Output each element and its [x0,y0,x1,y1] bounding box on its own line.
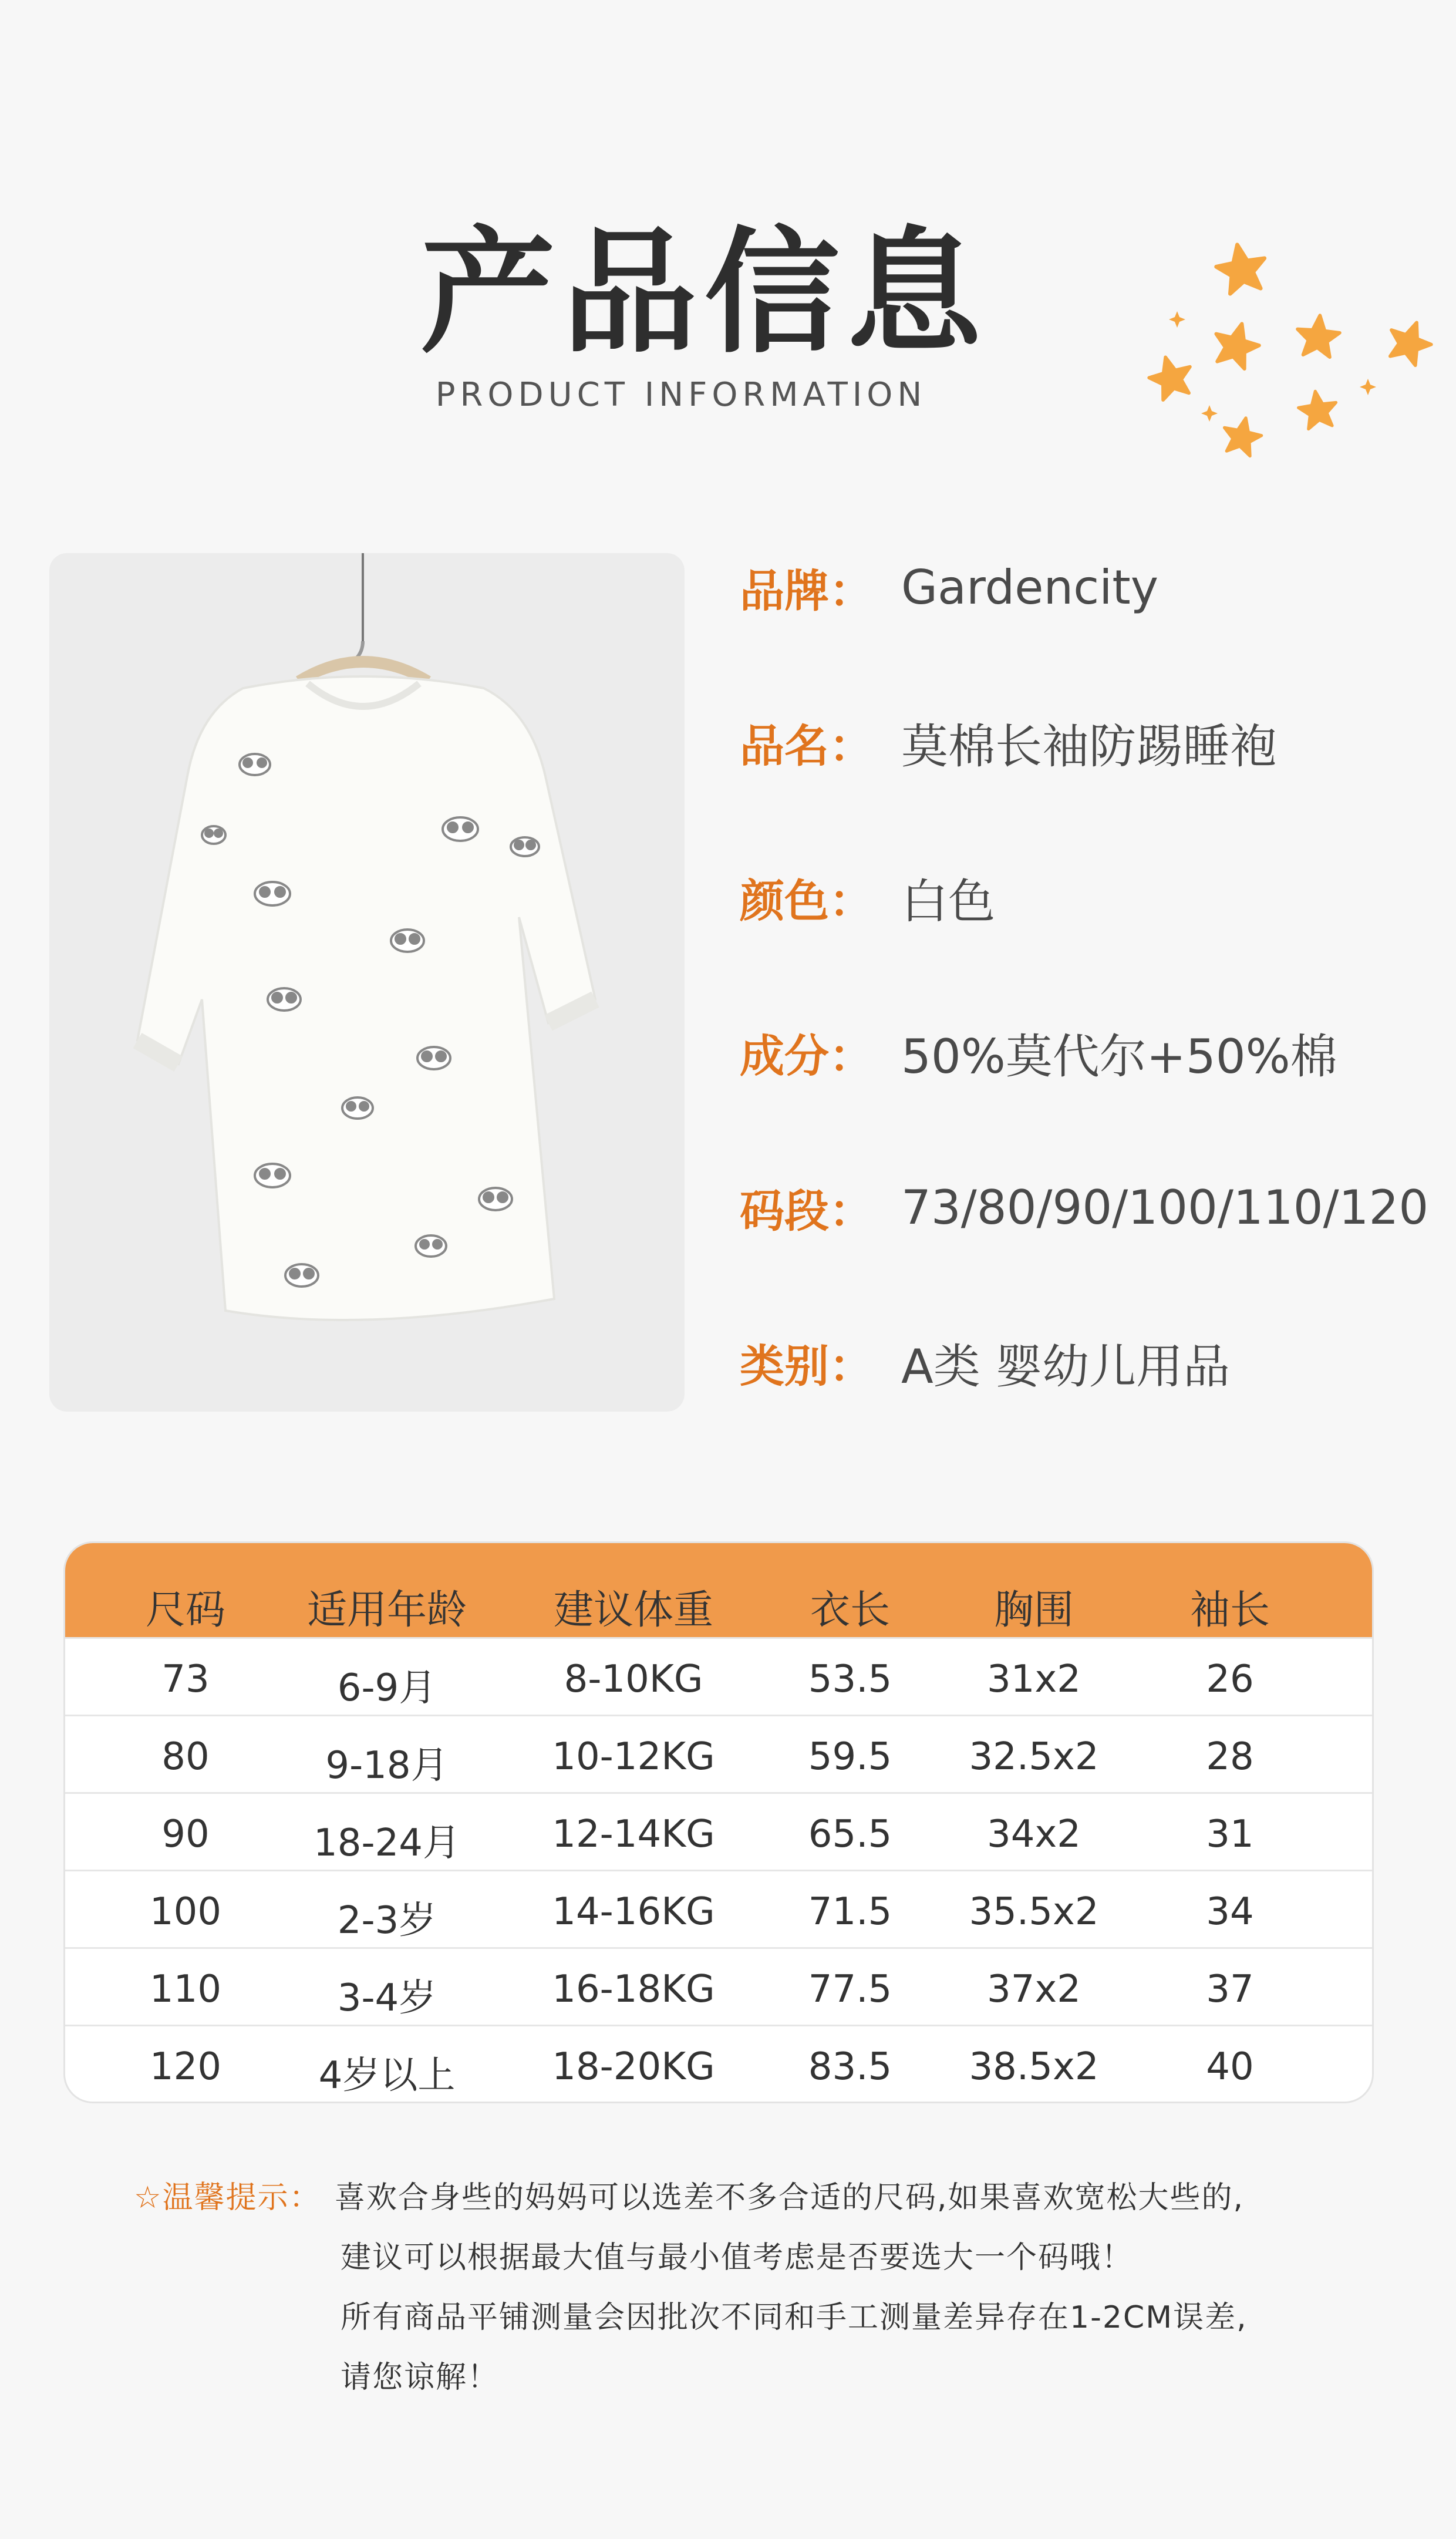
info-value: Gardencity [901,560,1159,615]
info-value: A类 婴幼儿用品 [901,1339,1231,1394]
info-row-brand [740,552,1158,622]
table-row [65,1715,1372,1793]
table-row [65,2025,1372,2103]
table-row [65,1792,1372,1870]
info-label: 类别： [740,1339,874,1392]
table-cell: 73 [161,1658,210,1701]
sleep-gown-icon [49,553,685,1412]
table-cell: 110 [149,1968,222,2011]
table-cell: 65.5 [808,1813,892,1856]
table-row [65,1947,1372,2025]
table-cell: 40 [1206,2045,1254,2089]
info-value: 莫棉长袖防踢睡袍 [901,719,1277,774]
stars-decoration-icon [1115,235,1444,481]
table-cell: 9-18月 [325,1744,449,1787]
column-header: 衣长 [810,1587,891,1634]
size-table [63,1541,1374,2103]
table-cell: 71.5 [808,1890,892,1934]
table-cell: 16-18KG [552,1968,715,2011]
info-label: 码段： [740,1184,874,1237]
info-row-color [740,862,995,932]
page-subtitle: PRODUCT INFORMATION [435,376,927,414]
table-cell: 6-9月 [337,1666,437,1710]
table-cell: 83.5 [808,2045,892,2089]
table-cell: 10-12KG [552,1735,715,1779]
info-row-name [740,707,1277,777]
table-cell: 32.5x2 [969,1735,1099,1779]
table-cell: 100 [149,1890,222,1934]
page-title: 产品信息 [420,215,989,372]
table-cell: 38.5x2 [969,2045,1099,2089]
table-cell: 120 [149,2045,222,2089]
tip-line: 所有商品平铺测量会因批次不同和手工测量差异存在1-2CM误差, [341,2300,1248,2335]
table-cell: 2-3岁 [337,1899,437,1942]
table-cell: 59.5 [808,1735,892,1779]
column-header: 尺码 [145,1587,226,1634]
table-cell: 8-10KG [564,1658,703,1701]
table-row [65,1870,1372,1948]
column-header: 袖长 [1189,1587,1270,1634]
table-cell: 37x2 [986,1968,1081,2011]
tip-line: 请您谅解！ [341,2360,500,2395]
table-cell: 90 [161,1813,210,1856]
table-cell: 34 [1206,1890,1254,1934]
table-cell: 77.5 [808,1968,892,2011]
table-cell: 12-14KG [552,1813,715,1856]
table-header [65,1543,1372,1637]
table-cell: 3-4岁 [337,1976,437,2020]
table-cell: 31 [1206,1813,1254,1856]
info-label: 颜色： [740,874,874,927]
product-photo [49,553,685,1412]
tip-line: 喜欢合身些的妈妈可以选差不多合适的尺码,如果喜欢宽松大些的, [335,2180,1245,2215]
table-cell: 14-16KG [552,1890,715,1934]
table-cell: 80 [161,1735,210,1779]
tip-line: 建议可以根据最大值与最小值考虑是否要选大一个码哦！ [341,2240,1134,2275]
info-value: 50%莫代尔+50%棉 [901,1029,1337,1084]
info-value: 白色 [901,874,995,929]
table-cell: 34x2 [986,1813,1081,1856]
table-cell: 31x2 [986,1658,1081,1701]
column-header: 建议体重 [553,1587,714,1634]
info-row-material [740,1017,1337,1087]
table-cell: 4岁以上 [318,2054,456,2097]
table-cell: 26 [1206,1658,1254,1701]
table-cell: 35.5x2 [969,1890,1099,1934]
tips-label: ☆温馨提示： [134,2180,321,2215]
info-label: 成分： [740,1029,874,1082]
info-row-sizes [740,1172,1428,1242]
table-cell: 53.5 [808,1658,892,1701]
info-value: 73/80/90/100/110/120 [901,1180,1429,1235]
column-header: 胸围 [993,1587,1074,1634]
info-label: 品名： [740,719,874,772]
table-row [65,1637,1372,1715]
table-cell: 28 [1206,1735,1254,1779]
table-cell: 18-20KG [552,2045,715,2089]
table-cell: 18-24月 [314,1821,460,1865]
column-header: 适用年龄 [306,1587,467,1634]
table-cell: 37 [1206,1968,1254,2011]
info-label: 品牌： [740,564,874,617]
info-row-category [740,1327,1230,1398]
